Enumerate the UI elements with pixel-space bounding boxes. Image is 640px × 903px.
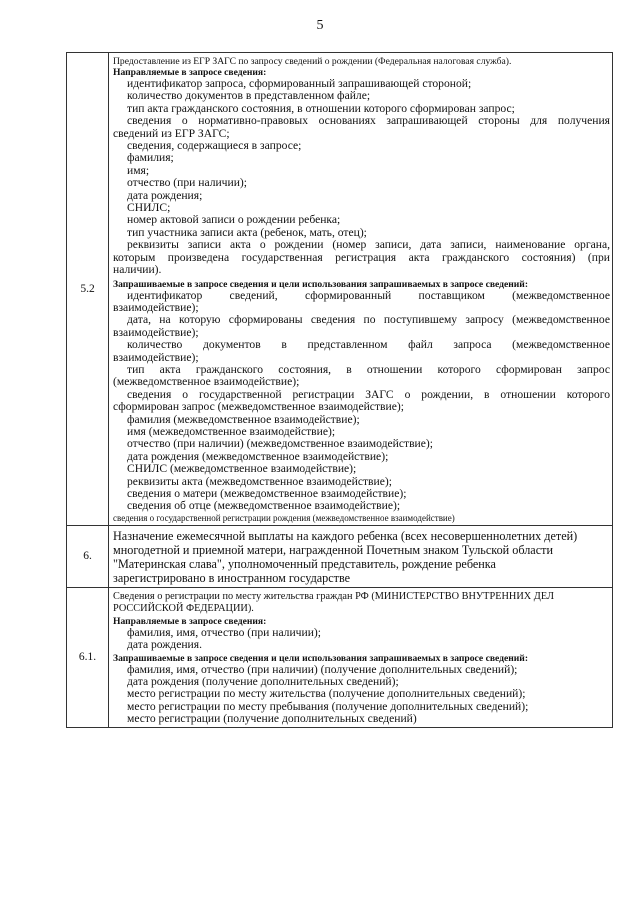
list-item: которым произведена государственная регистрация акта гражданского состояния) (при [113,250,610,264]
list-item: количество документов в представленном файл запроса (межведомственное [127,338,610,352]
row-content [109,525,613,587]
sent-list [113,78,610,277]
table-row [67,53,613,526]
row-number: 6. [67,525,109,587]
list-item: (межведомственное взаимодействие); [113,375,300,389]
table-row [67,525,613,587]
list-item: идентификатор запроса, сформированный запрашивающей стороной; [127,77,472,90]
list-item: сведения о матери (межведомственное взаимодействие); [127,487,407,500]
list-item: СНИЛС; [127,201,171,215]
sent-heading: Направляемые в запросе сведения: [113,615,267,627]
service-line: Назначение ежемесячной выплаты на каждого ребенка (всех несовершеннолетних детей) [113,528,578,543]
list-item: фамилия; [127,151,174,165]
list-item: имя; [127,163,150,177]
list-item: место регистрации по месту жительства (получение дополнительных сведений); [127,687,526,701]
list-item: взаимодействие); [113,300,199,314]
list-item: фамилия (межведомственное взаимодействие); [127,412,360,426]
list-item: место регистрации (получение дополнительных сведений) [127,712,417,726]
list-item: взаимодействие); [113,350,199,364]
list-item: фамилия, имя, отчество (при наличии) (получение дополнительных сведений); [127,662,518,676]
requirements-table [66,52,613,728]
list-item: дата рождения (получение дополнительных сведений); [127,675,399,689]
requested-heading: Запрашиваемые в запросе сведения и цели использования запрашиваемых в запросе сведений: [113,652,529,664]
list-item: фамилия, имя, отчество (при наличии); [127,625,321,639]
row-content [109,587,613,727]
list-item: сведения, содержащиеся в запросе; [127,139,302,153]
requested-heading: Запрашиваемые в запросе сведения и цели использования запрашиваемых в запросе сведений: [113,278,529,290]
list-item: реквизиты акта (межведомственное взаимодействие); [127,474,392,488]
list-item: имя (межведомственное взаимодействие); [127,424,336,438]
page-number: 5 [316,18,324,33]
requested-list [113,664,610,726]
list-item: взаимодействие); [113,325,199,339]
list-item: отчество (при наличии); [127,176,248,190]
list-item: реквизиты записи акта о рождении (номер записи, дата записи, наименование органа, [127,238,610,252]
row-content [109,53,613,526]
service-title: РОССИЙСКОЙ ФЕДЕРАЦИИ). [113,602,254,614]
row-footer: сведения о государственной регистрации рождения (межведомственное взаимодействие) [113,512,455,523]
list-item: сведений из ЕГР ЗАГС; [113,126,230,140]
list-item: тип участника записи акта (ребенок, мать, отец); [127,225,367,239]
service-line: "Материнская слава", уполномоченный представитель, рождение ребенка [113,556,496,571]
list-item: дата рождения. [127,638,202,652]
list-item: тип акта гражданского состояния, в отношении которого сформирован запрос; [127,101,515,115]
list-item: дата рождения (межведомственное взаимодействие); [127,449,389,463]
table-row [67,587,613,727]
row-number: 6.1. [67,587,109,727]
list-item: сведения о государственной регистрации ЗАГС о рождении, в отношении которого [127,387,610,401]
sent-heading: Направляемые в запросе сведения: [113,67,267,78]
service-line: зарегистрировано в иностранном государстве [113,570,351,585]
list-item: сформирован запрос (межведомственное взаимодействие); [113,400,404,414]
list-item: дата, на которую сформированы сведения по поступившему запросу (межведомственное [127,313,610,327]
list-item: сведения об отце (межведомственное взаимодействие); [127,499,401,513]
list-item: сведения о нормативно-правовых основаниях запрашивающей стороны для получения [127,114,610,128]
list-item: отчество (при наличии) (межведомственное взаимодействие); [127,437,433,451]
row-number: 5.2 [67,53,109,526]
list-item: номер актовой записи о рождении ребенка; [127,213,341,227]
list-item: тип акта гражданского состояния, в отношении которого сформирован запрос [127,362,610,376]
service-title: Предоставление из ЕГР ЗАГС по запросу сведений о рождении (Федеральная налоговая служба). [113,56,512,67]
list-item: идентификатор сведений, сформированный поставщиком (межведомственное [127,288,610,302]
service-line: многодетной и приемной матери, награжденной Почетным знаком Тульской области [113,542,553,557]
sent-list [113,627,610,652]
requested-list [113,290,610,513]
list-item: наличии). [113,263,162,277]
list-item: СНИЛС (межведомственное взаимодействие); [127,462,357,476]
list-item: количество документов в представленном файле; [127,89,371,103]
list-item: место регистрации по месту пребывания (получение дополнительных сведений); [127,699,529,713]
list-item: дата рождения; [127,188,203,202]
service-title: Сведения о регистрации по месту жительства граждан РФ (МИНИСТЕРСТВО ВНУТРЕННИХ ДЕЛ [113,590,554,602]
